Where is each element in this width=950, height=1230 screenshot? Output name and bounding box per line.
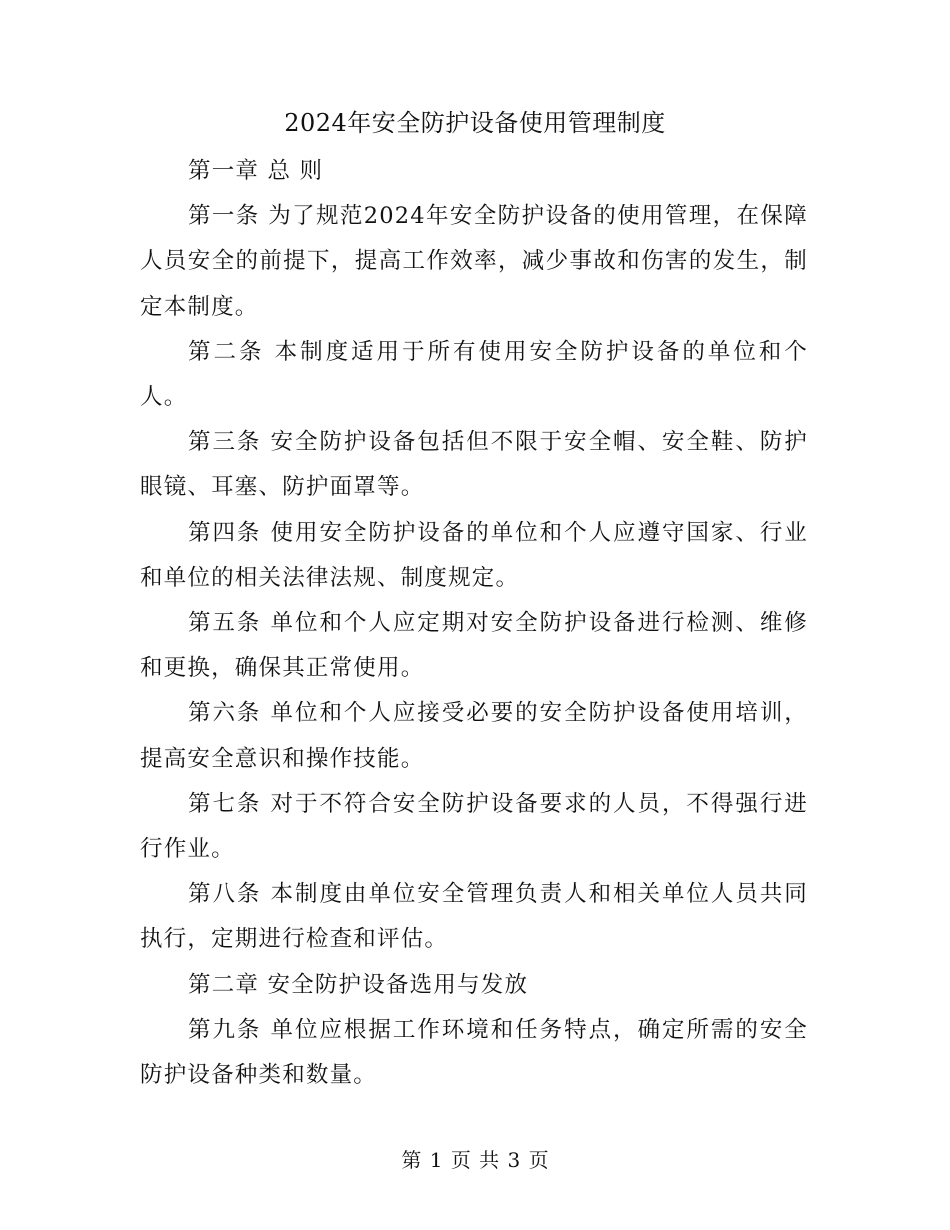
article-2: 第二条 本制度适用于所有使用安全防护设备的单位和个人。 xyxy=(140,338,808,411)
article-3: 第三条 安全防护设备包括但不限于安全帽、安全鞋、防护眼镜、耳塞、防护面罩等。 xyxy=(140,429,808,501)
chapter-heading-2: 第二章 安全防护设备选用与发放 xyxy=(188,971,529,998)
page-number-footer: 第 1 页 共 3 页 xyxy=(401,1148,549,1172)
article-4: 第四条 使用安全防护设备的单位和个人应遵守国家、行业和单位的相关法律法规、制度规定。 xyxy=(140,519,808,591)
document-body xyxy=(140,149,808,1098)
article-8: 第八条 本制度由单位安全管理负责人和相关单位人员共同执行，定期进行检查和评估。 xyxy=(140,881,808,953)
article-9: 第九条 单位应根据工作环境和任务特点，确定所需的安全防护设备种类和数量。 xyxy=(140,1016,808,1089)
chapter-heading-1: 第一章 总 则 xyxy=(188,158,324,184)
article-7: 第七条 对于不符合安全防护设备要求的人员，不得强行进行作业。 xyxy=(140,790,808,863)
document-title: 2024年安全防护设备使用管理制度 xyxy=(284,109,666,137)
article-5: 第五条 单位和个人应定期对安全防护设备进行检测、维修和更换，确保其正常使用。 xyxy=(140,610,808,682)
article-1: 第一条 为了规范2024年安全防护设备的使用管理，在保障人员安全的前提下，提高工作效率，减少事故和伤害的发生，制定本制度。 xyxy=(140,203,808,320)
article-6: 第六条 单位和个人应接受必要的安全防护设备使用培训，提高安全意识和操作技能。 xyxy=(140,700,808,772)
